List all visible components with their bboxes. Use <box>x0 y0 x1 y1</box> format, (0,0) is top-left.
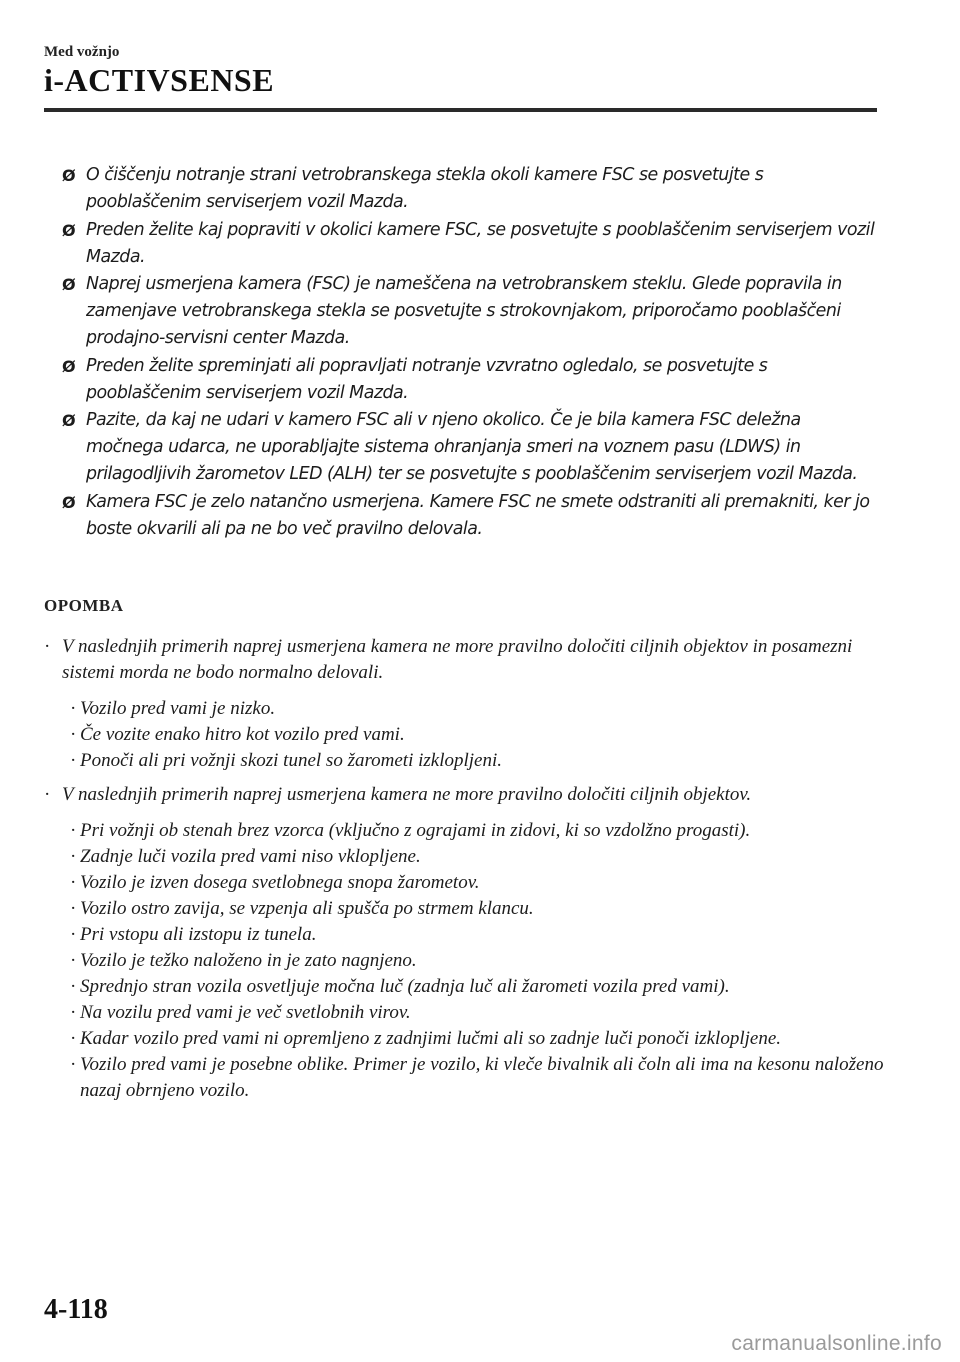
warning-text: Pazite, da kaj ne udari v kamero FSC ali v njeno okolico. Če je bila kamera FSC deležna močnega udarca, ne uporabljajte sistema ohranjanja smeri na voznem pasu (LDWS) in prilagodljivih žarometov LED (ALH) ter se posvetujte s pooblaščenim serviserjem vozil Mazda. <box>86 410 858 484</box>
note-subitem <box>44 844 884 870</box>
note-subitem-text: Zadnje luči vozila pred vami niso vklopljene. <box>80 846 421 867</box>
watermark-text: carmanualsonline.info <box>731 1332 942 1355</box>
arrow-marker-icon: Ø <box>62 220 76 240</box>
warning-text: Kamera FSC je zelo natančno usmerjena. Kamere FSC ne smete odstraniti ali premakniti, ker jo boste okvarili ali pa ne bo več pravilno delovala. <box>86 491 870 539</box>
bullet-dot-icon: · <box>70 950 77 971</box>
note-subitem <box>44 1026 884 1052</box>
warning-text: O čiščenju notranje strani vetrobranskega stekla okoli kamere FSC se posvetujte s pooblaščenim serviserjem vozil Mazda. <box>86 165 764 212</box>
warning-text: Preden želite spreminjati ali popravljati notranje vzvratno ogledalo, se posvetujte s pooblaščenim serviserjem vozil Mazda. <box>86 355 768 403</box>
bullet-dot-icon: · <box>70 698 77 719</box>
arrow-marker-icon: Ø <box>62 492 76 512</box>
note-item <box>44 782 884 808</box>
note-subitem-text: Če vozite enako hitro kot vozilo pred vami. <box>80 724 405 745</box>
note-subitem-text: Sprednjo stran vozila osvetljuje močna luč (zadnja luč ali žarometi vozila pred vami). <box>80 976 730 997</box>
note-subitem <box>44 818 884 844</box>
bullet-dot-icon: · <box>70 846 77 867</box>
bullet-dot-icon: · <box>70 724 77 745</box>
arrow-marker-icon: Ø <box>62 356 76 376</box>
warning-item <box>62 162 882 216</box>
note-subitem <box>44 1000 884 1026</box>
bullet-dot-icon: · <box>70 750 77 771</box>
bullet-dot-icon: · <box>70 898 77 919</box>
note-subitem-text: Kadar vozilo pred vami ni opremljeno z zadnjimi lučmi ali so zadnje luči ponoči izklopljene. <box>80 1028 781 1049</box>
warning-item <box>62 407 882 488</box>
bullet-dot-icon: · <box>70 1002 77 1023</box>
note-item <box>44 634 884 686</box>
page-number: 4-118 <box>44 1294 108 1325</box>
note-subitem <box>44 974 884 1000</box>
note-subitem-text: Na vozilu pred vami je več svetlobnih virov. <box>80 1002 411 1023</box>
arrow-marker-icon: Ø <box>62 411 76 430</box>
note-subitem <box>44 748 884 774</box>
bullet-dot-icon: · <box>44 636 51 657</box>
note-subitem <box>44 870 884 896</box>
note-subitem-text: Pri vožnji ob stenah brez vzorca (vključno z ograjami in zidovi, ki so vzdolžno progasti). <box>80 820 751 841</box>
note-sub-list <box>44 696 884 774</box>
bullet-dot-icon: · <box>70 1028 77 1049</box>
note-subitem <box>44 896 884 922</box>
header-section-label: Med vožnjo <box>44 44 120 60</box>
note-subitem <box>44 948 884 974</box>
warning-text: Naprej usmerjena kamera (FSC) je nameščena na vetrobranskem steklu. Glede popravila in zamenjave vetrobranskega stekla se posvetujte s strokovnjakom, priporočamo pooblaščeni prodajno-servisni center Mazda. <box>86 274 842 348</box>
note-subitem-text: Ponoči ali pri vožnji skozi tunel so žarometi izklopljeni. <box>80 750 503 771</box>
page-title: i-ACTIVSENSE <box>44 62 275 98</box>
note-subitem <box>44 922 884 948</box>
bullet-dot-icon: · <box>44 784 51 805</box>
note-subitem-text: Vozilo je težko naloženo in je zato nagnjeno. <box>80 950 417 971</box>
bullet-dot-icon: · <box>70 1054 77 1075</box>
warning-item <box>62 353 882 407</box>
note-subitem-text: Vozilo ostro zavija, se vzpenja ali spušča po strmem klancu. <box>80 898 534 919</box>
bullet-dot-icon: · <box>70 820 77 841</box>
warning-item <box>62 271 882 352</box>
arrow-marker-icon: Ø <box>62 166 76 185</box>
note-subitem-text: Vozilo pred vami je posebne oblike. Primer je vozilo, ki vleče bivalnik ali čoln ali ima na kesonu naloženo nazaj obrnjeno vozilo. <box>80 1054 884 1101</box>
warning-item <box>62 217 882 271</box>
note-subitem <box>44 1052 884 1104</box>
bullet-dot-icon: · <box>70 872 77 893</box>
note-subitem-text: Vozilo je izven dosega svetlobnega snopa žarometov. <box>80 872 480 893</box>
note-item-text: V naslednjih primerih naprej usmerjena kamera ne more pravilno določiti ciljnih objektov. <box>62 784 752 805</box>
note-subitem <box>44 696 884 722</box>
note-subitem-text: Pri vstopu ali izstopu iz tunela. <box>80 924 317 945</box>
note-subitem-text: Vozilo pred vami je nizko. <box>80 698 276 719</box>
note-body <box>44 634 884 1112</box>
warning-list <box>62 162 882 543</box>
note-item-text: V naslednjih primerih naprej usmerjena kamera ne more pravilno določiti ciljnih objektov in posamezni sistemi morda ne bodo normalno delovali. <box>62 636 853 683</box>
warning-text: Preden želite kaj popraviti v okolici kamere FSC, se posvetujte s pooblaščenim serviserjem vozil Mazda. <box>86 219 875 267</box>
note-sub-list <box>44 818 884 1104</box>
note-subitem <box>44 722 884 748</box>
bullet-dot-icon: · <box>70 924 77 945</box>
bullet-dot-icon: · <box>70 976 77 997</box>
note-heading: OPOMBA <box>44 596 124 615</box>
header-rule <box>44 108 877 112</box>
warning-item <box>62 489 882 543</box>
arrow-marker-icon: Ø <box>62 275 76 294</box>
